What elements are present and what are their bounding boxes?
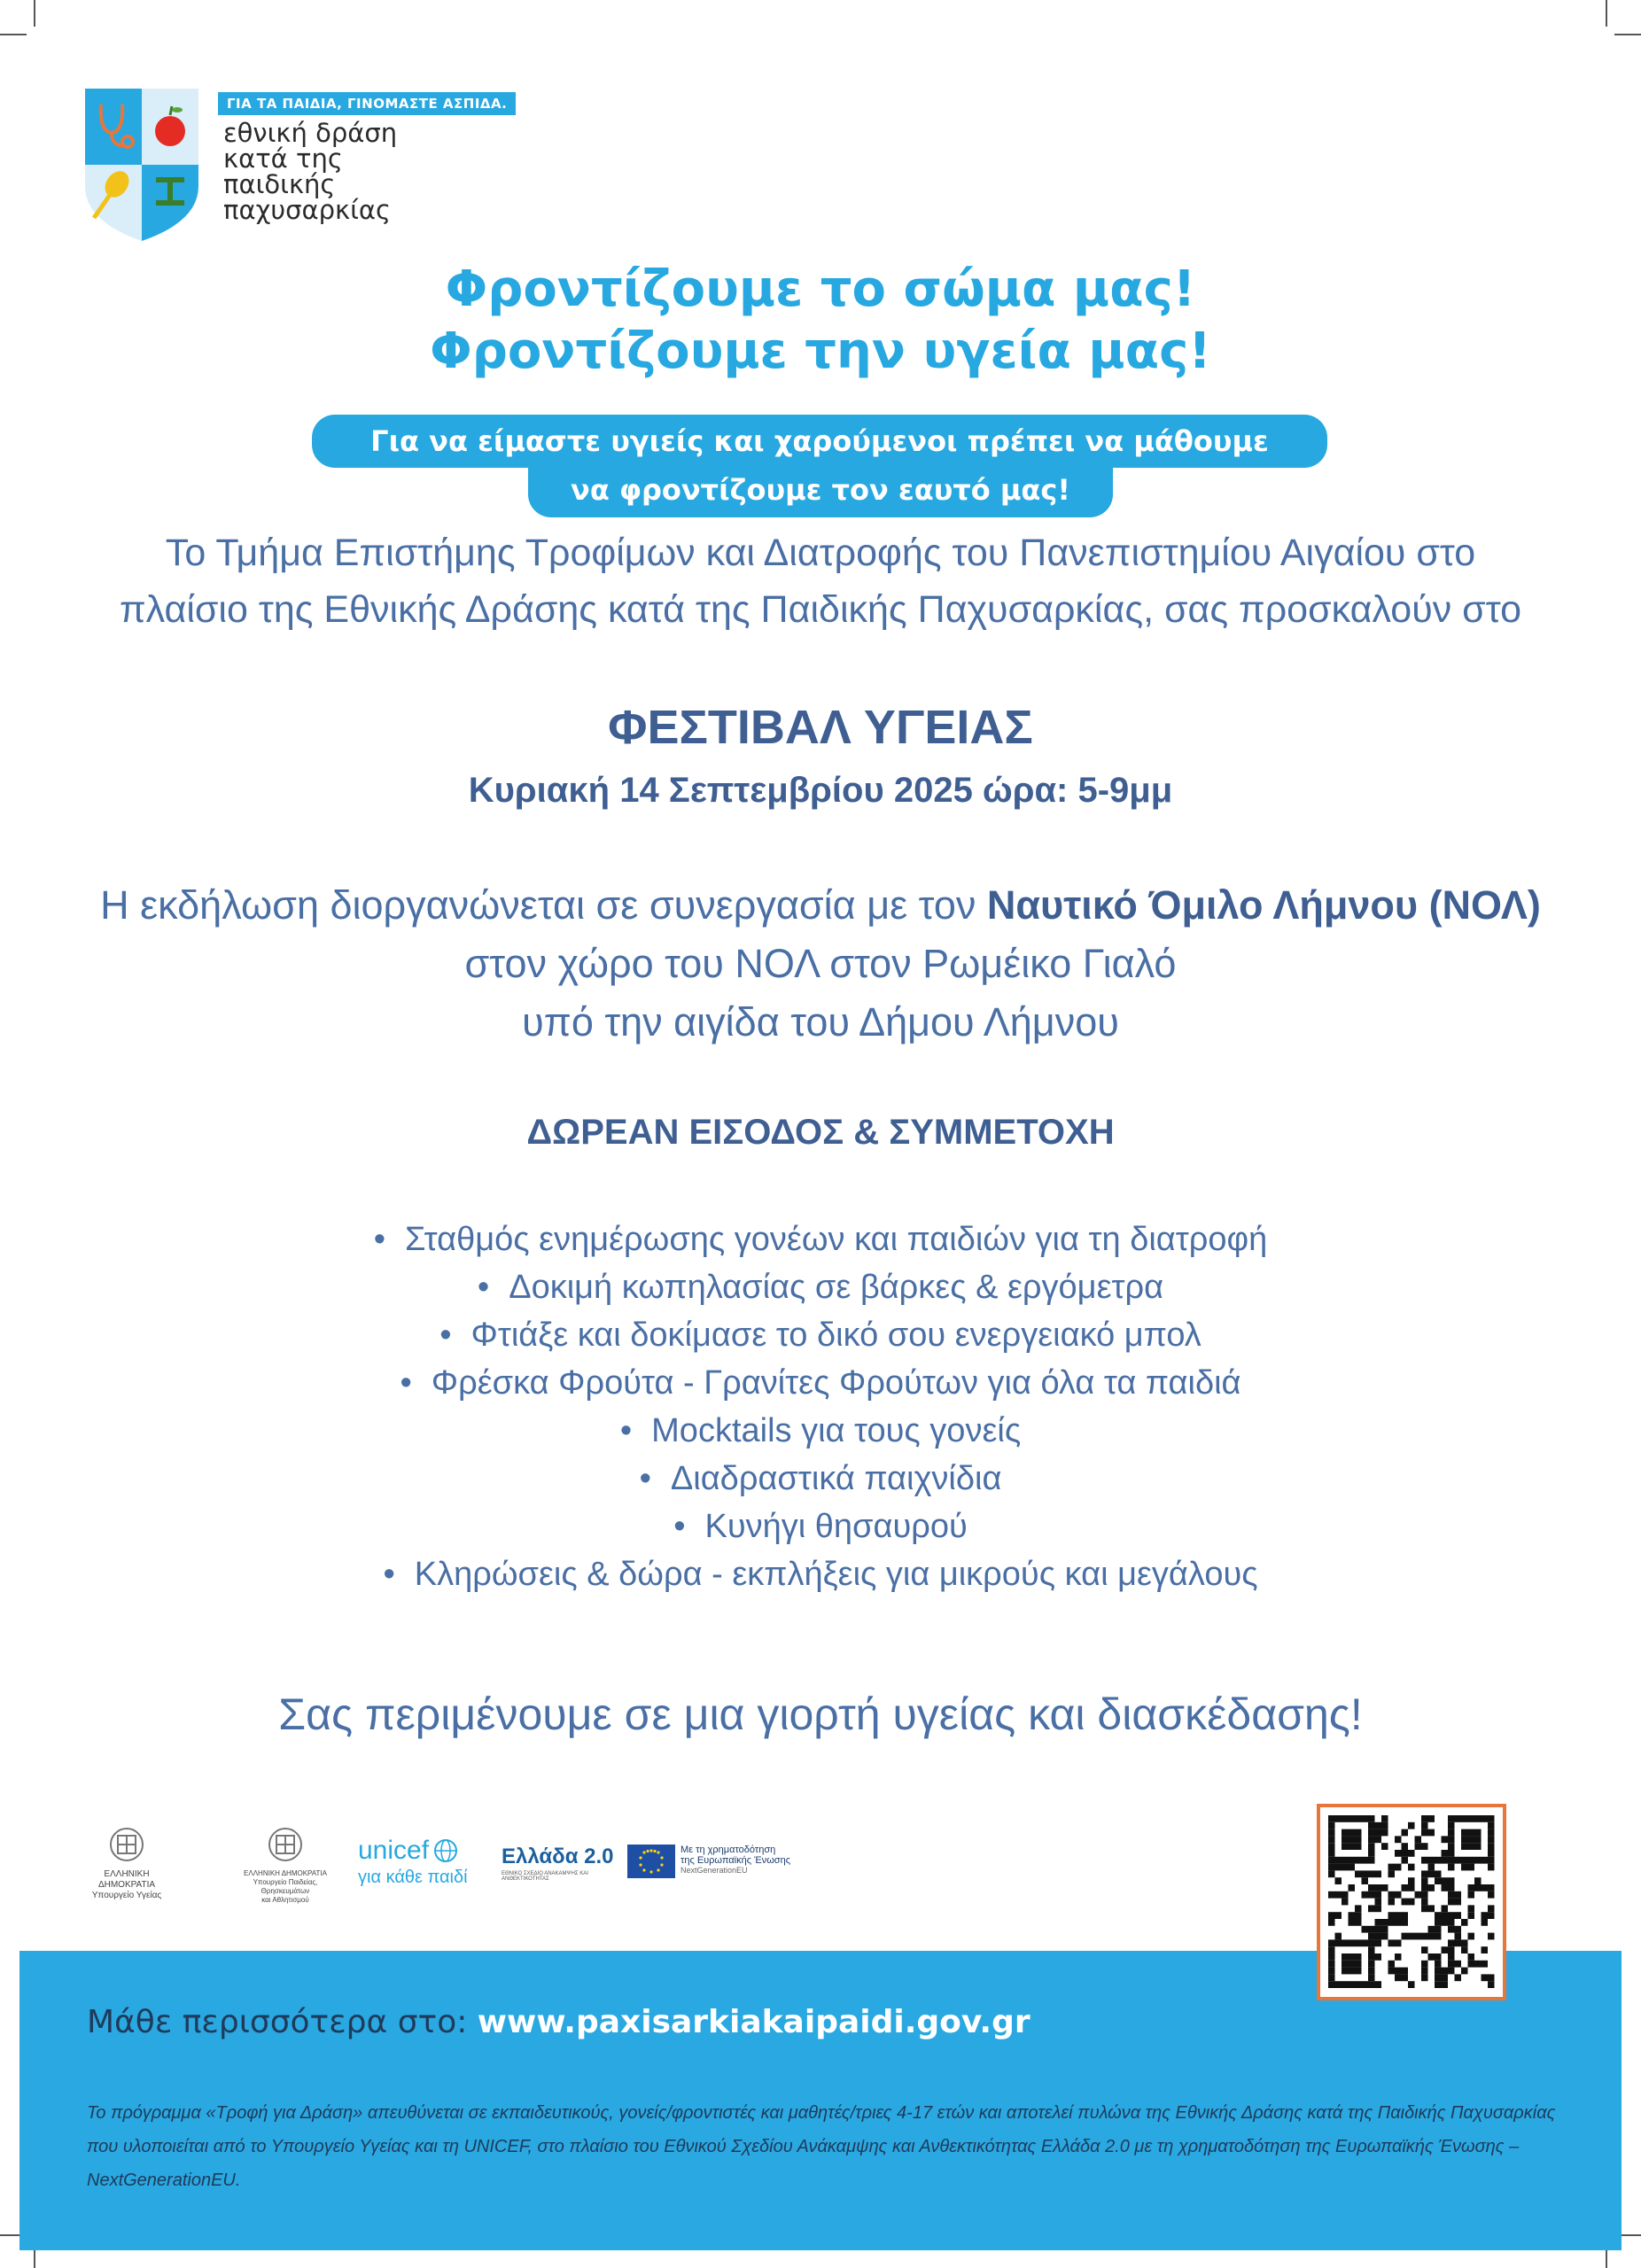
greek-emblem-icon	[232, 1825, 338, 1866]
unicef-logo	[358, 1836, 482, 1888]
list-item: • Φτιάξε και δοκίμασε το δικό σου ενεργειακό μπολ	[0, 1317, 1641, 1355]
logo-name: εθνική δράση κατά της παιδικής παχυσαρκίας	[223, 118, 398, 225]
eu-flag-icon	[627, 1845, 675, 1878]
learn-more-prefix: Μάθε περισσότερα στο:	[87, 2004, 478, 2040]
learn-more-line	[87, 2004, 1030, 2040]
ministry-health-line-1: ΕΛΛΗΝΙΚΗ ΔΗΜΟΚΡΑΤΙΑ	[97, 1869, 156, 1890]
ministry-education-line-1: ΕΛΛΗΝΙΚΗ ΔΗΜΟΚΡΑΤΙΑ	[244, 1869, 327, 1877]
crop-mark	[1606, 0, 1607, 27]
slogan-pill-1: Για να είμαστε υγιείς και χαρούμενοι πρέπει να μάθουμε	[312, 415, 1327, 468]
eu-line-3: NextGenerationEU	[681, 1866, 748, 1875]
ministry-health-line-2: Υπουργείο Υγείας	[91, 1891, 162, 1900]
ministry-health-logo	[78, 1825, 175, 1901]
free-entry-heading: ΔΩΡΕΑΝ ΕΙΣΟΔΟΣ & ΣΥΜΜΕΤΟΧΗ	[526, 1113, 1115, 1152]
unicef-wordmark	[358, 1836, 482, 1866]
footer-fine-print: Το πρόγραμμα «Τροφή για Δράση» απευθύνεται σε εκπαιδευτικούς, γονείς/φροντιστές και μαθητές/τριες 4-17 ετών και αποτελεί πυλώνα της Εθνικής Δράσης κατά της Παιδικής Παχυσαρκίας που υλοποιείται από το Υπουργείο Υγείας και τη UNICEF, στο πλαίσιο του Εθνικού Σχεδίου Ανάκαμψης και Ανθεκτικότητας Ελλάδα 2.0 με τη χρηματοδότηση της Ευρωπαϊκής Ένωσης – NextGenerationEU.	[87, 2103, 1556, 2190]
collab-line-1	[0, 882, 1641, 928]
eu-line-2: της Ευρωπαϊκής Ένωσης	[681, 1855, 790, 1866]
qr-code-icon	[1328, 1815, 1495, 1989]
intro-line-1: Το Τμήμα Επιστήμης Τροφίμων και Διατροφής του Πανεπιστημίου Αιγαίου στο	[165, 532, 1476, 574]
collab-line-3: υπό την αιγίδα του Δήμου Λήμνου	[522, 999, 1119, 1045]
ministry-education-line-3: και Αθλητισμού	[261, 1896, 309, 1904]
unicef-globe-icon	[432, 1837, 459, 1864]
list-item: • Κληρώσεις & δώρα - εκπλήξεις για μικρούς και μεγάλους	[0, 1556, 1641, 1594]
website-link[interactable]: www.paxisarkiakaipaidi.gov.gr	[477, 2004, 1030, 2040]
collab-line-2: στον χώρο του ΝΟΛ στον Ρωμέικο Γιαλό	[464, 941, 1177, 986]
event-title: ΦΕΣΤΙΒΑΛ ΥΓΕΙΑΣ	[608, 701, 1033, 754]
list-item: • Σταθμός ενημέρωσης γονέων και παιδιών για τη διατροφή	[0, 1221, 1641, 1259]
ministry-education-logo	[232, 1825, 338, 1905]
campaign-logo	[85, 89, 508, 248]
list-item: • Φρέσκα Φρούτα - Γρανίτες Φρούτων για όλα τα παιδιά	[0, 1364, 1641, 1402]
ministry-education-line-2: Υπουργείο Παιδείας, Θρησκευμάτων	[253, 1878, 318, 1895]
event-date: Κυριακή 14 Σεπτεμβρίου 2025 ώρα: 5-9μμ	[468, 771, 1173, 810]
eu-line-1: Με τη χρηματοδότηση	[681, 1845, 776, 1855]
greece20-text: Ελλάδα 2.0	[502, 1845, 614, 1868]
list-item: • Δοκιμή κωπηλασίας σε βάρκες & εργόμετρα	[0, 1269, 1641, 1307]
shield-logo-icon	[85, 89, 198, 241]
unicef-subtitle: για κάθε παιδί	[358, 1868, 468, 1887]
crop-mark	[1614, 34, 1641, 35]
list-item: • Διαδραστικά παιχνίδια	[0, 1460, 1641, 1498]
collab-partner: Ναυτικό Όμιλο Λήμνου (ΝΟΛ)	[986, 882, 1541, 928]
crop-mark	[0, 34, 27, 35]
closing-line: Σας περιμένουμε σε μια γιορτή υγείας και διασκέδασης!	[278, 1689, 1363, 1739]
qr-code[interactable]	[1317, 1804, 1506, 2000]
headline-line-1: Φροντίζουμε το σώμα μας!	[445, 260, 1196, 318]
eu-funding-logo	[627, 1845, 805, 1878]
greek-emblem-icon	[78, 1825, 175, 1866]
greece20-logo	[502, 1845, 626, 1882]
headline-line-2: Φροντίζουμε την υγεία μας!	[430, 322, 1211, 380]
crop-mark	[34, 0, 35, 27]
list-item: • Κυνήγι θησαυρού	[0, 1508, 1641, 1546]
greece20-subtitle: ΕΘΝΙΚΟ ΣΧΕΔΙΟ ΑΝΑΚΑΜΨΗΣ ΚΑΙ ΑΝΘΕΚΤΙΚΟΤΗΤΑΣ	[502, 1871, 588, 1882]
list-item: • Mocktails για τους γονείς	[0, 1412, 1641, 1450]
slogan-pill-2: να φροντίζουμε τον εαυτό μας!	[528, 462, 1113, 517]
unicef-text: unicef	[358, 1836, 430, 1865]
logo-tagline: ΓΙΑ ΤΑ ΠΑΙΔΙΑ, ΓΙΝΟΜΑΣΤΕ ΑΣΠΙΔΑ.	[218, 92, 516, 115]
collab-prefix: Η εκδήλωση διοργανώνεται σε συνεργασία με τον	[100, 882, 987, 928]
intro-line-2: πλαίσιο της Εθνικής Δράσης κατά της Παιδικής Παχυσαρκίας, σας προσκαλούν στο	[119, 588, 1522, 631]
